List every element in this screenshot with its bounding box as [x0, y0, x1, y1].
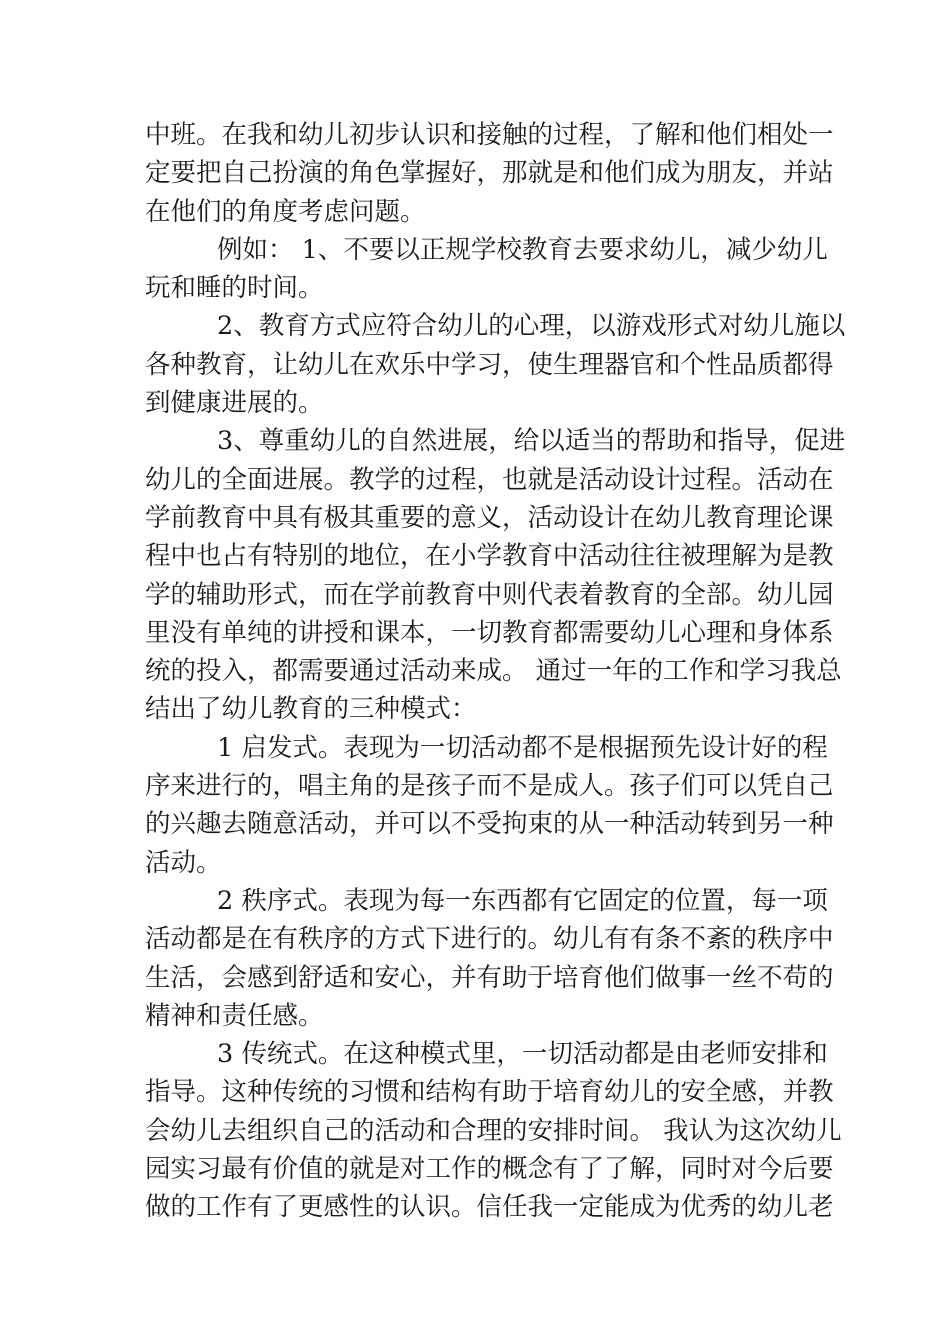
document-body [145, 116, 846, 1227]
text-line: 做的工作有了更感性的认识。信任我一定能成为优秀的幼儿老 [145, 1192, 834, 1223]
text-line: 活动。 [145, 847, 222, 878]
text-line: 中班。在我和幼儿初步认识和接触的过程，了解和他们相处一 [145, 120, 834, 150]
text-line: 2、教育方式应符合幼儿的心理，以游戏形式对幼儿施以 [217, 311, 846, 342]
text-line: 2 秩序式。表现为每一东西都有它固定的位置，每一项 [217, 885, 828, 916]
text-line: 统的投入，都需要通过活动来成。 通过一年的工作和学习我总 [145, 656, 842, 687]
text-line: 的兴趣去随意活动，并可以不受拘束的从一种活动转到另一种 [145, 809, 834, 840]
text-line: 活动都是在有秩序的方式下进行的。幼儿有有条不紊的秩序中 [145, 924, 834, 955]
text-line: 序来进行的，唱主角的是孩子而不是成人。孩子们可以凭自己 [145, 771, 834, 802]
text-line: 在他们的角度考虑问题。 [145, 196, 426, 227]
text-line: 定要把自己扮演的角色掌握好，那就是和他们成为朋友，并站 [145, 158, 834, 189]
text-line: 3、尊重幼儿的自然进展，给以适当的帮助和指导，促进 [217, 426, 846, 457]
text-line: 1 启发式。表现为一切活动都不是根据预先设计好的程 [217, 732, 828, 763]
text-line: 3 传统式。在这种模式里，一切活动都是由老师安排和 [217, 1039, 828, 1070]
text-line: 玩和睡的时间。 [145, 273, 324, 304]
text-line: 生活，会感到舒适和安心，并有助于培育他们做事一丝不苟的 [145, 962, 834, 993]
text-line: 学的辅助形式，而在学前教育中则代表着教育的全部。幼儿园 [145, 579, 834, 610]
text-line: 到健康进展的。 [145, 388, 324, 419]
text-line: 程中也占有特别的地位，在小学教育中活动往往被理解为是教 [145, 541, 834, 572]
text-line: 各种教育，让幼儿在欢乐中学习，使生理器官和个性品质都得 [145, 349, 834, 380]
text-line: 结出了幼儿教育的三种模式： [145, 694, 477, 725]
text-line: 指导。这种传统的习惯和结构有助于培育幼儿的安全感，并教 [145, 1077, 834, 1108]
text-line: 里没有单纯的讲授和课本，一切教育都需要幼儿心理和身体系 [145, 617, 834, 648]
text-line: 精神和责任感。 [145, 1000, 324, 1031]
text-line: 会幼儿去组织自己的活动和合理的安排时间。 我认为这次幼儿 [145, 1115, 842, 1146]
text-line: 园实习最有价值的就是对工作的概念有了了解，同时对今后要 [145, 1154, 834, 1185]
text-line: 学前教育中具有极其重要的意义，活动设计在幼儿教育理论课 [145, 502, 834, 533]
text-line: 幼儿的全面进展。教学的过程，也就是活动设计过程。活动在 [145, 464, 834, 495]
text-line: 例如： 1、不要以正规学校教育去要求幼儿，减少幼儿 [217, 234, 828, 265]
